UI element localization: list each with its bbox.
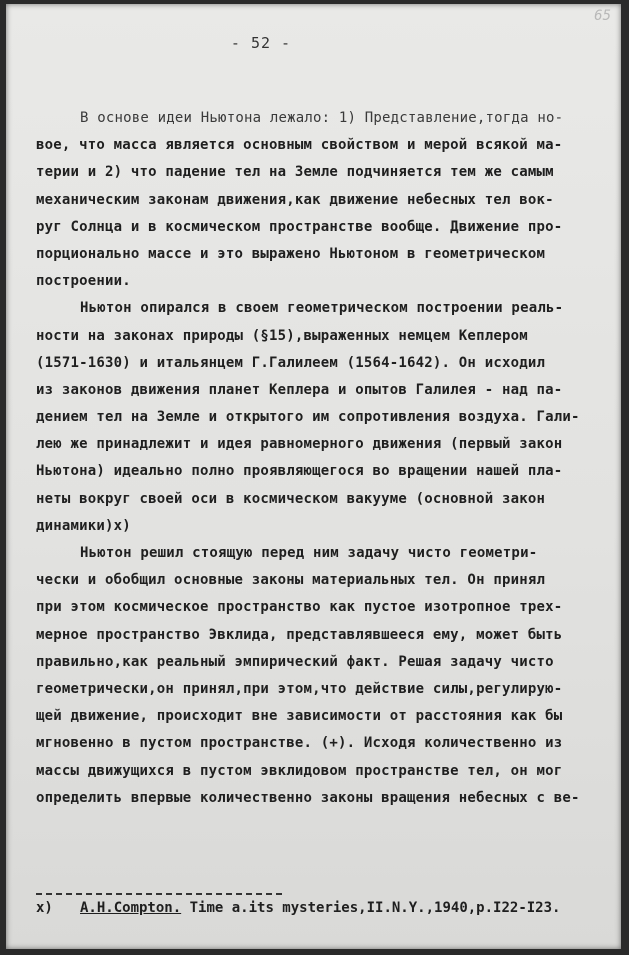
text-line: Ньютон опирался в своем геометрическом построении реаль-: [80, 300, 564, 317]
footnote-author: A.H.Compton.: [80, 900, 182, 916]
text-line: вое, что масса является основным свойством и мерой всякой ма-: [36, 137, 563, 154]
document-page: [6, 4, 621, 949]
text-line: массы движущихся в пустом эвклидовом пространстве тел, он мог: [36, 762, 563, 779]
text-line: лею же принадлежит и идея равномерного движения (первый закон: [36, 436, 563, 453]
text-line: динамики)x): [36, 517, 131, 534]
footnote-divider: [36, 893, 282, 895]
text-line: механическим законам движения,как движение небесных тел вок-: [36, 191, 554, 208]
text-line: дением тел на Земле и открытого им сопротивления воздуха. Гали-: [36, 409, 580, 426]
text-line: руг Солнца и в космическом пространстве вообще. Движение про-: [36, 218, 563, 235]
text-line: мерное пространство Эвклида, представлявшееся ему, может быть: [36, 626, 563, 643]
text-line: Ньютона) идеально полно проявляющегося во вращении нашей пла-: [36, 463, 563, 480]
text-line: при этом космическое пространство как пустое изотропное трех-: [36, 599, 563, 616]
text-line: из законов движения планет Кеплера и опытов Галилея - над па-: [36, 381, 563, 398]
text-line: чески и обобщил основные законы материальных тел. Он принял: [36, 572, 546, 589]
text-line: щей движение, происходит вне зависимости от расстояния как бы: [36, 708, 563, 725]
footnote-mark: x): [36, 900, 53, 916]
footnote: [36, 900, 621, 916]
text-line: правильно,как реальный эмпирический факт. Решая задачу чисто: [36, 653, 554, 670]
text-line: (1571-1630) и итальянцем Г.Галилеем (1564-1642). Он исходил: [36, 354, 546, 371]
text-line: порционально массе и это выражено Ньютоном в геометрическом: [36, 245, 546, 262]
body-text: [36, 105, 621, 812]
text-line: терии и 2) что падение тел на Земле подчиняется тем же самым: [36, 164, 554, 181]
page-number: - 52 -: [230, 34, 292, 52]
text-line: Ньютон решил стоящую перед ним задачу чисто геометри-: [80, 545, 538, 561]
text-line: В основе идеи Ньютона лежало: 1) Представление,тогда но-: [80, 110, 564, 126]
text-line: мгновенно в пустом пространстве. (+). Исходя количественно из: [36, 735, 563, 752]
corner-pencil-mark: 65: [594, 8, 611, 24]
text-line: построении.: [36, 273, 131, 290]
text-line: геометрически,он принял,при этом,что действие силы,регулирую-: [36, 680, 563, 697]
text-line: неты вокруг своей оси в космическом вакууме (основной закон: [36, 490, 546, 507]
text-line: ности на законах природы (§15),выраженных немцем Кеплером: [36, 327, 528, 344]
footnote-text: Time a.its mysteries,II.N.Y.,1940,p.I22-I23.: [189, 900, 561, 916]
text-line: определить впервые количественно законы вращения небесных с ве-: [36, 789, 580, 806]
